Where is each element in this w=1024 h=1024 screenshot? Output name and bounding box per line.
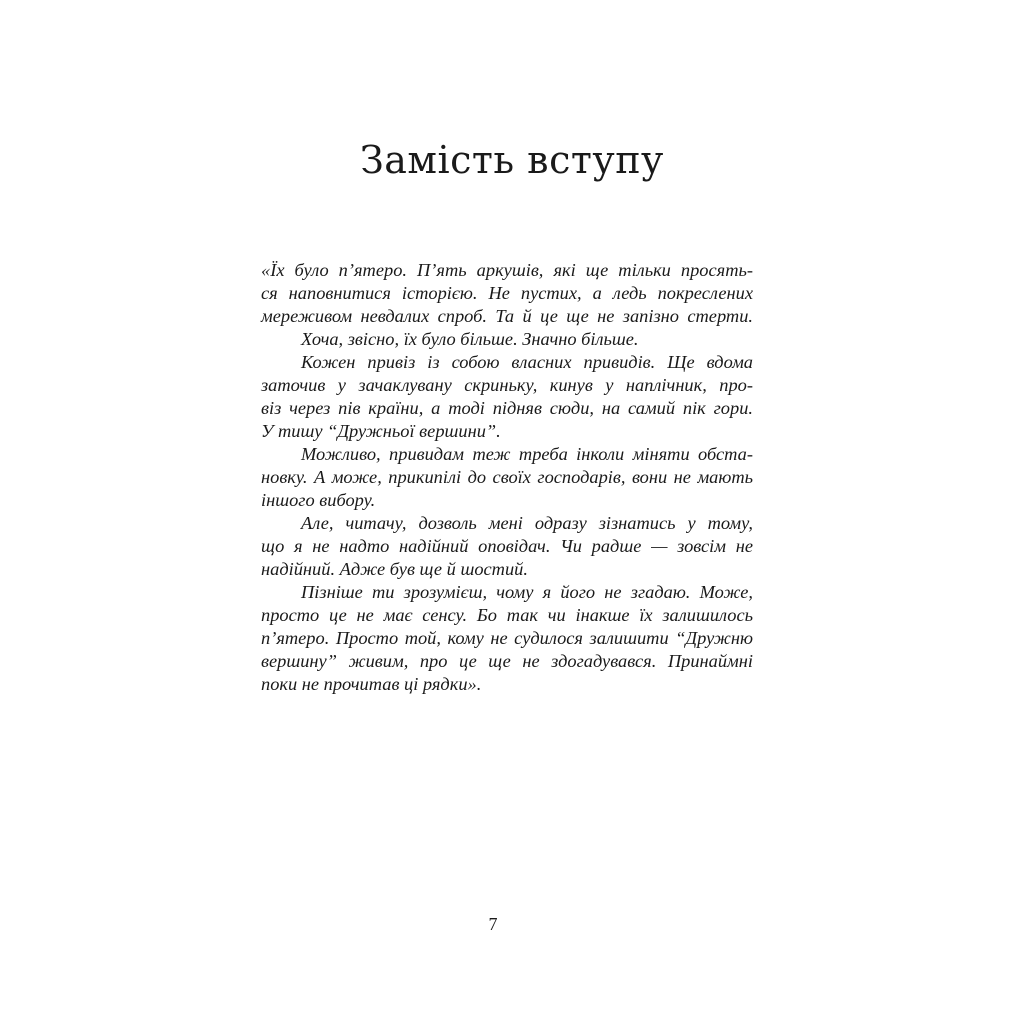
text-line: просто це не має сенсу. Бо так чи інакше їх залишилось: [261, 605, 753, 625]
text-line: заточив у зачаклувану скриньку, кинув у наплічник, про-: [261, 375, 753, 395]
text-line: Пізніше ти зрозумієш, чому я його не згадаю. Може,: [301, 582, 753, 602]
text-line: «Їх було п’ятеро. П’ять аркушів, які ще тільки просять-: [261, 260, 753, 280]
text-line: ся наповнитися історією. Не пустих, а ледь покреслених: [261, 283, 753, 303]
text-line: поки не прочитав ці рядки».: [261, 674, 482, 694]
page-title: Замість вступу: [360, 138, 664, 182]
text-line: іншого вибору.: [261, 490, 376, 510]
text-line: що я не надто надійний оповідач. Чи радше — зовсім не: [261, 536, 753, 556]
text-line: У тишу “Дружньої вершини”.: [261, 421, 501, 441]
text-line: Можливо, привидам теж треба інколи міняти обста-: [301, 444, 753, 464]
text-line: віз через пів країни, а тоді підняв сюди, на самий пік гори.: [261, 398, 753, 418]
text-line: Кожен привіз із собою власних привидів. Ще вдома: [301, 352, 753, 372]
text-line: вершину” живим, про це ще не здогадувався. Принаймні: [261, 651, 753, 671]
text-line: п’ятеро. Просто той, кому не судилося залишити “Дружню: [261, 628, 753, 648]
body-text: [261, 259, 753, 696]
text-line: надійний. Адже був ще й шостий.: [261, 559, 528, 579]
text-line: Хоча, звісно, їх було більше. Значно більше.: [301, 329, 639, 349]
text-line: новку. А може, прикипілі до своїх господарів, вони не мають: [261, 467, 753, 487]
page-number: 7: [488, 914, 498, 934]
text-line: Але, читачу, дозволь мені одразу зізнатись у тому,: [301, 513, 753, 533]
text-line: мереживом невдалих спроб. Та й це ще не запізно стерти.: [261, 306, 753, 326]
